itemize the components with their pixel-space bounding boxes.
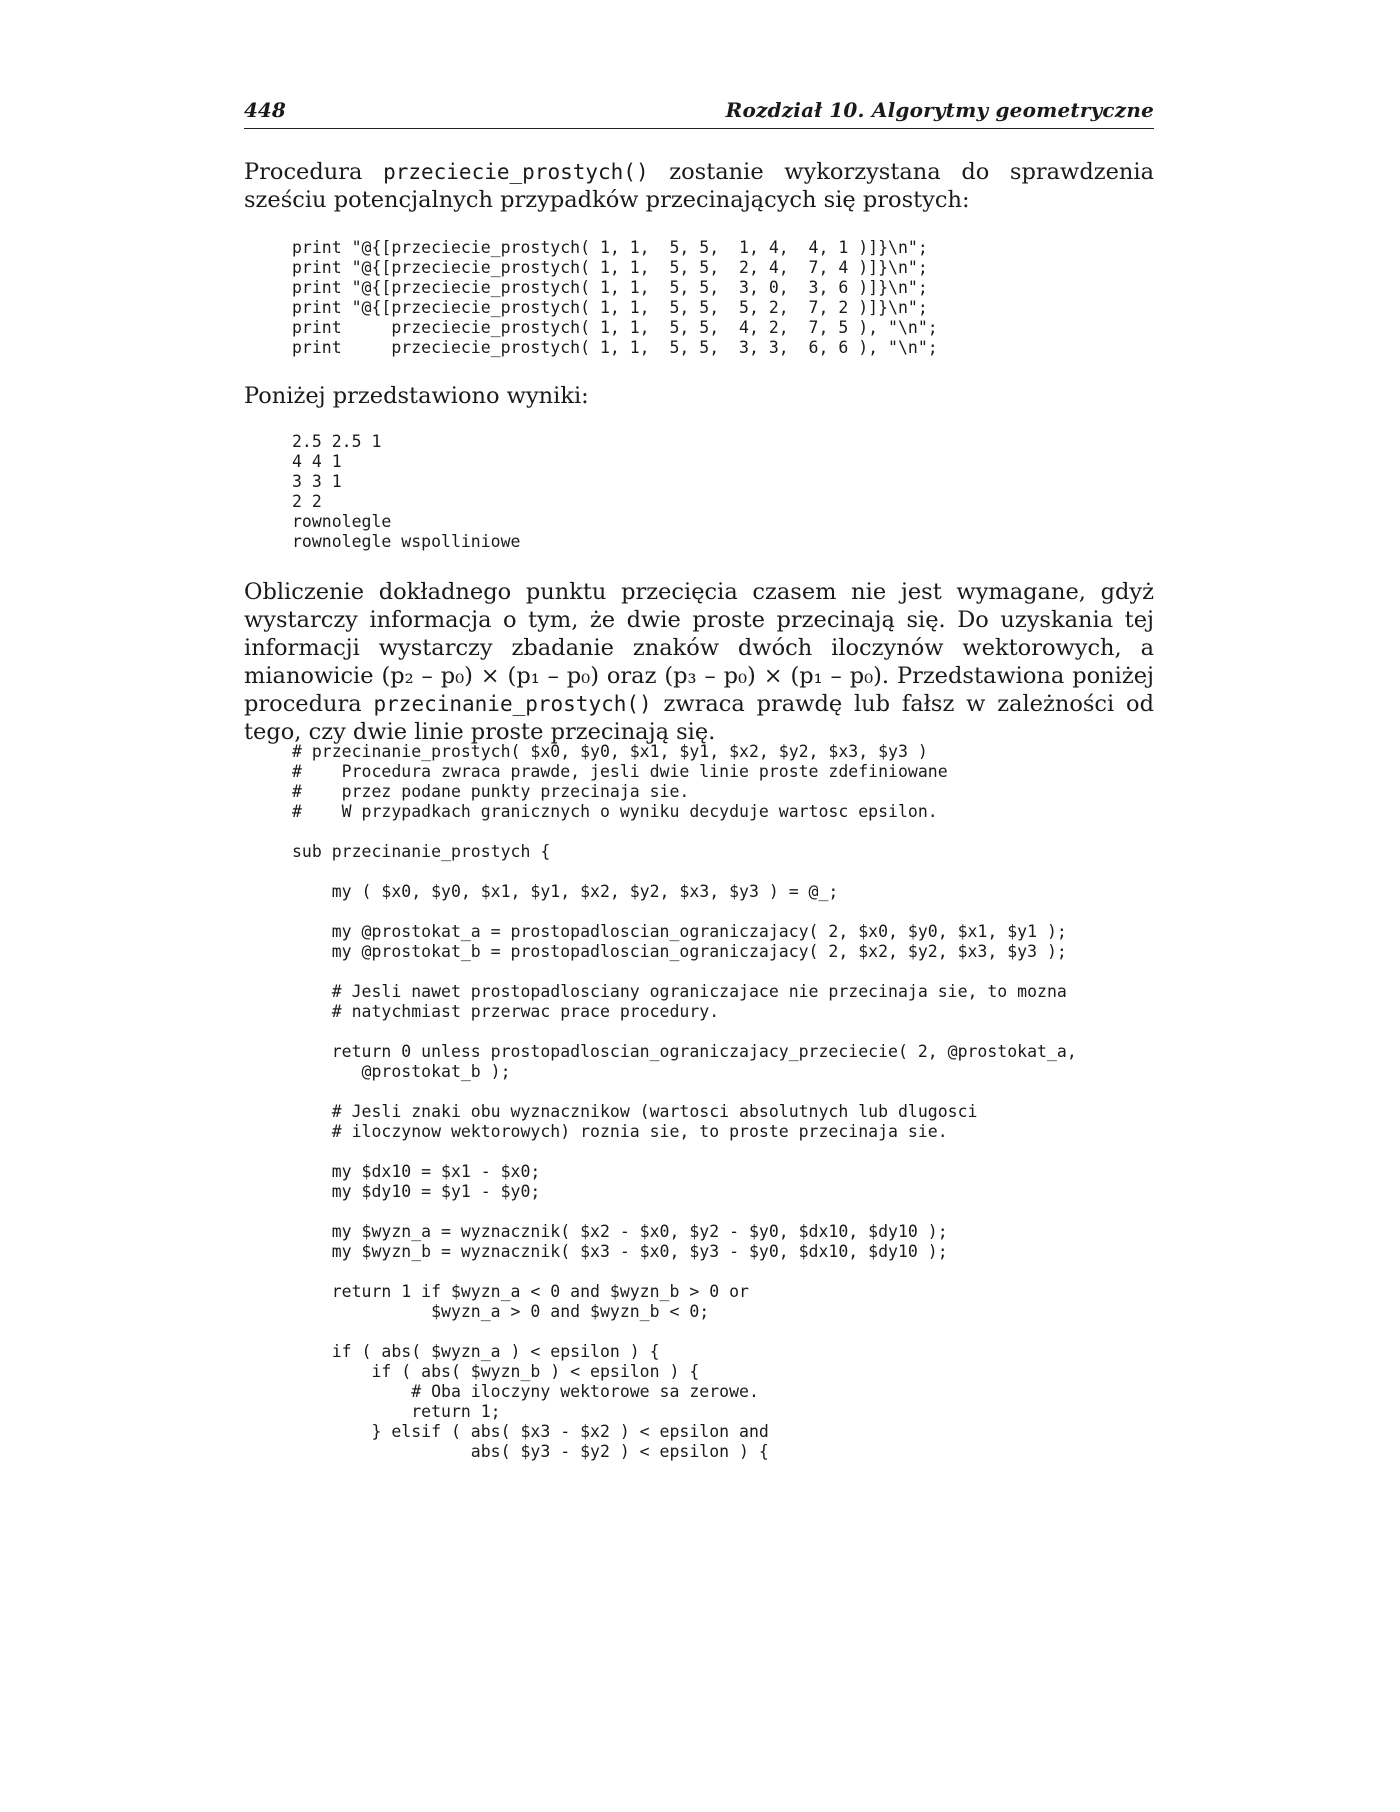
code-line: my $wyzn_a = wyznacznik( $x2 - $x0, $y2 - $y0, $dx10, $dy10 ); [292, 1222, 948, 1241]
code-line: print "@{[przeciecie_prostych( 1, 1, 5, 5, 3, 0, 3, 6 )]}\n"; [292, 278, 928, 297]
code-line [292, 1142, 1077, 1162]
paragraph-explanation-text: zwraca prawdę lub fałsz w zależności od tego, czy dwie linie proste przecinają się. [244, 691, 1154, 745]
code-line [292, 1262, 1077, 1282]
chapter-title: Rozdział 10. Algorytmy geometryczne [725, 98, 1154, 122]
code-line [292, 862, 1077, 882]
paragraph-explanation-text: . Przedstawiona poniżej procedura [244, 663, 1154, 717]
code-line: 2.5 2.5 1 [292, 432, 382, 451]
code-line: return 1 if $wyzn_a < 0 and $wyzn_b > 0 or [292, 1282, 749, 1301]
math-expression: (p₂ – p₀) × (p₁ – p₀) [381, 663, 599, 689]
code-line: # W przypadkach granicznych o wyniku decyduje wartosc epsilon. [292, 802, 938, 821]
code-listing-print-calls [292, 238, 938, 358]
code-line: rownolegle [292, 512, 392, 531]
math-expression: (p₃ – p₀) × (p₁ – p₀) [664, 663, 882, 689]
paragraph-explanation [244, 578, 1154, 746]
code-line: # natychmiast przerwac prace procedury. [292, 1002, 720, 1021]
code-line: my @prostokat_b = prostopadloscian_ograniczajacy( 2, $x2, $y2, $x3, $y3 ); [292, 942, 1067, 961]
code-line: # iloczynow wektorowych) roznia sie, to proste przecinaja sie. [292, 1122, 948, 1141]
code-line: # Oba iloczyny wektorowe sa zerowe. [292, 1382, 759, 1401]
code-listing-procedure [292, 742, 1077, 1462]
code-line: abs( $y3 - $y2 ) < epsilon ) { [292, 1442, 769, 1461]
code-line: if ( abs( $wyzn_b ) < epsilon ) { [292, 1362, 700, 1381]
paragraph-intro-text: Procedura [244, 159, 384, 185]
paragraph-explanation-text: oraz [598, 663, 665, 689]
code-line [292, 822, 1077, 842]
code-line: print przeciecie_prostych( 1, 1, 5, 5, 4, 2, 7, 5 ), "\n"; [292, 318, 938, 337]
code-line [292, 962, 1077, 982]
code-line: if ( abs( $wyzn_a ) < epsilon ) { [292, 1342, 660, 1361]
code-line: return 0 unless prostopadloscian_ograniczajacy_przeciecie( 2, @prostokat_a, [292, 1042, 1077, 1061]
code-line: my $dx10 = $x1 - $x0; [292, 1162, 541, 1181]
code-listing-results [292, 432, 520, 552]
code-line: $wyzn_a > 0 and $wyzn_b < 0; [292, 1302, 710, 1321]
code-line: 2 2 [292, 492, 322, 511]
paragraph-explanation-text: Obliczenie dokładnego punktu przecięcia czasem nie jest wymagane, gdyż wystarczy informacja o tym, że dwie proste przecinają się. Do uzyskania tej informacji wystarczy zbadanie znaków dwóch iloczynów wektorowych, a mianowicie [244, 579, 1154, 689]
code-line: 3 3 1 [292, 472, 342, 491]
code-line: } elsif ( abs( $x3 - $x2 ) < epsilon and [292, 1422, 769, 1441]
code-line: my ( $x0, $y0, $x1, $y1, $x2, $y2, $x3, $y3 ) = @_; [292, 882, 839, 901]
paragraph-intro [244, 158, 1154, 214]
code-line: my $wyzn_b = wyznacznik( $x3 - $x0, $y3 - $y0, $dx10, $dy10 ); [292, 1242, 948, 1261]
code-line [292, 1322, 1077, 1342]
code-line: rownolegle wspolliniowe [292, 532, 521, 551]
code-line [292, 1022, 1077, 1042]
code-line [292, 902, 1077, 922]
code-line: # przez podane punkty przecinaja sie. [292, 782, 690, 801]
code-line: # Jesli znaki obu wyznacznikow (wartosci absolutnych lub dlugosci [292, 1102, 978, 1121]
page-number: 448 [244, 98, 286, 122]
inline-code: przecinanie_prostych() [373, 692, 652, 716]
running-header [244, 98, 1154, 129]
code-line: print "@{[przeciecie_prostych( 1, 1, 5, 5, 5, 2, 7, 2 )]}\n"; [292, 298, 928, 317]
code-line: return 1; [292, 1402, 501, 1421]
code-line: # Jesli nawet prostopadlosciany ograniczajace nie przecinaja sie, to mozna [292, 982, 1067, 1001]
code-line: my $dy10 = $y1 - $y0; [292, 1182, 541, 1201]
code-line: print "@{[przeciecie_prostych( 1, 1, 5, 5, 1, 4, 4, 1 )]}\n"; [292, 238, 928, 257]
code-line [292, 1082, 1077, 1102]
paragraph-intro-text: zostanie wykorzystana do sprawdzenia sześciu potencjalnych przypadków przecinających się prostych: [244, 159, 1154, 213]
code-line: # Procedura zwraca prawde, jesli dwie linie proste zdefiniowane [292, 762, 948, 781]
inline-code: przeciecie_prostych() [383, 160, 649, 184]
code-line: 4 4 1 [292, 452, 342, 471]
code-line: sub przecinanie_prostych { [292, 842, 551, 861]
code-line: @prostokat_b ); [292, 1062, 511, 1081]
code-line [292, 1202, 1077, 1222]
code-line: print przeciecie_prostych( 1, 1, 5, 5, 3, 3, 6, 6 ), "\n"; [292, 338, 938, 357]
code-line: my @prostokat_a = prostopadloscian_ograniczajacy( 2, $x0, $y0, $x1, $y1 ); [292, 922, 1067, 941]
code-line: # przecinanie_prostych( $x0, $y0, $x1, $y1, $x2, $y2, $x3, $y3 ) [292, 742, 928, 761]
paragraph-results-heading: Poniżej przedstawiono wyniki: [244, 383, 589, 409]
code-line: print "@{[przeciecie_prostych( 1, 1, 5, 5, 2, 4, 7, 4 )]}\n"; [292, 258, 928, 277]
